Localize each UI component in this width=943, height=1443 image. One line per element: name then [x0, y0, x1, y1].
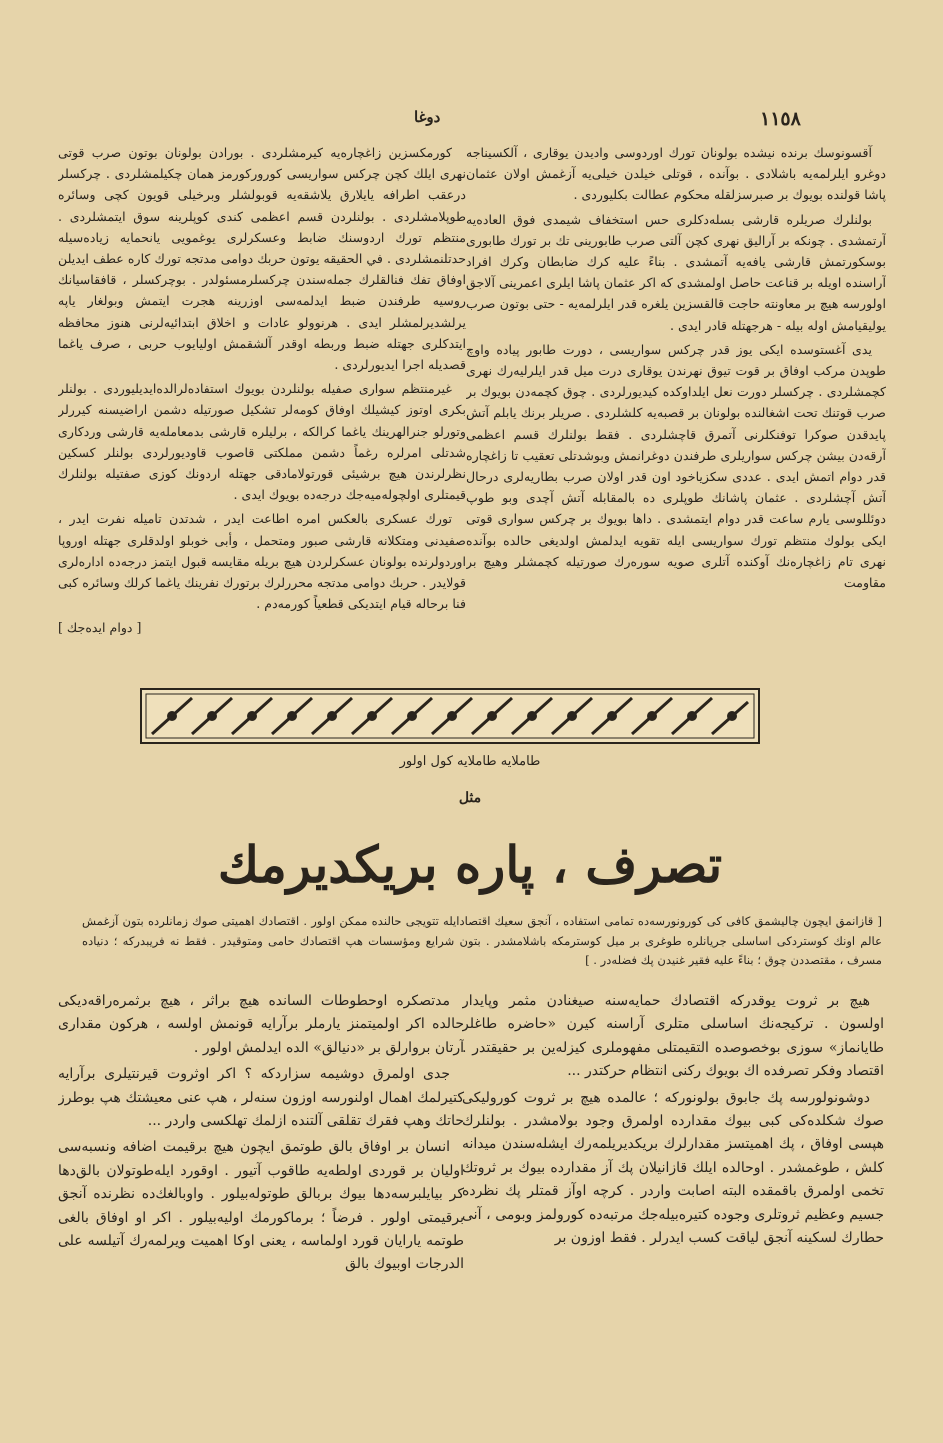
continued-label: [ دوام ايده‌جك ] — [58, 620, 142, 636]
bottom-right-column — [462, 990, 884, 1390]
ornamental-divider — [140, 688, 760, 744]
paragraph: تورك عسكرى بالعكس امره اطاعت ايدر ، شدتدن تاميله نفرت ايدر ، صفيدنى ومتكلانه قارشى صبور ومتحمل ، وأبى خوبلو اولدقلرى جهتله اوروپا اوردولرنده بولونان عسكرلردن هيچ بريله مقايسه قبول ايتمز درجه‌ده اداره‌لرى قولايدر . حربك دوامى مدتجه محررلرك برتورك نفرينك ياغما كرلك وسائره كبى فنا برحاله قيام ايتديكى قطعياً كورمه‌دم . — [58, 511, 466, 612]
paragraph: انسان بر اوفاق بالق طوتمق ايچون هيچ برقيمت اضافه ونسبه‌سى اوليان بر قوردى اولطه‌يه طاقوب آتيور . اوقورد ايله‌طوتولان بالق‌دها كر بيايلبرسه‌دها بيوك بربالق طوتوله‌بيلور . واوبالغك‌ده نظرنده آنجق برقيمتى اولور . فرضاً ؛ برماكورمك اوليه‌بيلور . اكر او اوفاق بالغى طوتمه يارايان قورد اولماسه ، يعنى اوكا اهميت ويرلمه‌رك آتيلسه على الدرجات اوبيوك بالق — [58, 1139, 464, 1273]
journal-name: دوغا — [414, 108, 441, 126]
paragraph: جدى اولمرق دوشيمه سزاردكه ؟ اكر اوثروت قيرنتيلرى برآرايه كتيرلمك اهمال اولنورسه اوزون سنه‌لر ، هپ عنى معيشتك هپ بوطرز حاتك وهپ فقرك تقلقى آلتنده ازلمك تهلكسى واردر ... — [58, 1066, 464, 1130]
paragraph: آقسونوسك برنده نيشده بولونان تورك اوردوسى واديدن يوقارى ، آلكسيناجه دوغرو ايلرلمه‌يه باشلادى . بوآنده ، قوتلى خيلدن خيلى‌يه آزغمش اولان عثمان پاشا قولنده بويوك بر صبرسزلقله محكوم عطالت بكليوردى . — [466, 145, 886, 203]
byline-label: مثل — [458, 790, 482, 806]
paragraph: مدتصكره اوحطوطات السانده هيچ براثر ، هيچ برثمره‌راقه‌ديكى حالده اكر اولميتمنز يارملر برآرايه قونمش اولسه ، هركون مقدارى آرتان بروارلق بر «دنيالق» الده ايدلمش اولور . — [58, 993, 464, 1056]
article-intro: [ قازانمق ايچون چاليشمق كافى كى كورونورسه‌ده تمامى استفاده ، آنجق سعيك اقتصادايله تتويجى حالنده ممكن اولور . اقتصادك اهميتى صوك زمانلرده بتون آزغمش عالم اونك كوستردكى اساسلى جريانلره طوغرى بر ميل كوسترمكه باشلامشدر . بتون شرايع ومؤسسات هپ اقتصادك حامى ومتوقيدر . فقط نه فريبدركه ؛ دنياده مسرف ، مقتصددن چوق ؛ بناءً عليه فقير غنيدن پك فضله‌در . ] — [82, 914, 883, 967]
paragraph: كورمكسزين زاغچاره‌يه كيرمشلردى . بورادن بولونان بوتون صرب قوتى نهرى ايلك كچن چركس سواريسى كوروركورمز همان چكيلمشلردى . چركسلر درعقب اطرافه يايلارق يلاشقه‌يه قوبولشلر وبرخيلى قويون كچى وسائره طوپلامشلردى . بولنلردن قسم اعظمى كندى كوپلرينه سوق ايتمشلردى . منتظم تورك اردوسنك ضابط وعسكرلرى يوغمويى يانحمايه زياده‌سيله حدتلنمشلردى . في الحقيقه يوتون حربك دوامى مدتجه تورك كاره عطف ايديلن اوفاق تفك فنالقلرك جمله‌سندن چركسلرمسئولدر . بوچركسلر ، قافقاسيانك روسيه طرفندن ضبط ايدلمه‌سى اوزرينه هجرت ايتمش وبولغار ياپه يرلشديرلمشلر ايدى . هرنوولو عادات و اخلاق ابتدائيه‌لرنى هنوز محافظه ايتدكلرى جهتله ضبط وربطه اوقدر آلشقمش اوليايوب حربى ، صرف ياغما قصديله اجرا ايديورلردى . — [58, 145, 466, 373]
byline-proverb: طاملايه طاملايه كول اولور — [399, 754, 541, 769]
bottom-left-column — [58, 990, 464, 1390]
page-number: ١١٥٨ — [760, 108, 801, 130]
paragraph: بولنلرك صريلره قارشى بسله‌دكلرى حس استخفاف شيمدى فوق العاده‌يه آرتمشدى . چونكه بر آراليق نهرى كچن آلتى صرب طابورينى تك بر تورك طابورى بوسكورتمش قارشى يافه‌يه آتمشدى . بناءً عليه كرك ضابطان وكرك افراد آراسنده اويله بر قناعت حاصل اولمشدى كه اكر عثمان پاشا ايلرى اعمرينى آلاجق اولورسه هيچ بر معاونته حاجت قالقسزين يلغره قدر ايلرلمه‌يه - حتى بوتون صرب يوليقيامش اوله بيله - هرجهتله قادر ايدى . — [466, 211, 886, 333]
paragraph: هيچ بر ثروت يوقدركه اقتصادك حمايه‌سنه صيغنادن مثمر وپايدار اولسون . تركيجه‌نك اساسلى متلرى آراسنه كيرن «حاضره طاغلر طايانماز» سوزى بوخصوصده التقيمتلى مفهوملرى كيزله‌ين بر حقيقتدر . اقتصاد وفكر تصرفده اك بويوك ركنى انتظام حركتدر ... — [462, 993, 884, 1080]
top-left-column — [58, 142, 466, 657]
article-title: تصرف ، پاره بريكديرمك — [217, 835, 723, 894]
paragraph: غيرمنتظم سوارى صفيله بولنلردن بويوك استفاده‌لرالده‌ايديليوردى . بولنلر بكرى اوتوز كيشيلك اوفاق كومه‌لر تشكيل صورتيله دشمن اراضيسنه كيررلر وتورلو جنرالهرينك ياغما كرالكه ، برليلره قارشى بدمعامله‌يه قارشى وردكارى شدتلى امرلره رغماً دشمن مملكتى قاصوب قاوديورلردى بولنلر كسكين نظرلرندن هيچ برشيئى قورتولامادقى جهتله اردونك كوزى صفتيله بولنلرك قيمتلرى اولچوله‌ميه‌جك درجه‌ده بويوك ايدى . — [58, 381, 466, 503]
paragraph: يدى آغستوسده ايكى يوز قدر چركس سواريسى ، دورت طابور پياده واوچ طوپدن مركب اوفاق بر قوت تيوق نهرندن يوقارى درت ميل قدر ايلرليه‌رك نهرى كچمشلردى . چركسلر دورت نعل ايلداوكده كيديورلردى . چوق كچمه‌دن بويوك بر صرب قوتنك تحت اشغالنده بولونان بر قصبه‌يه كلشلردى . صريلر برنك يابلم آتش پايدقدن صوكرا توفنكلرنى آتمرق قاچشلردى . فقط بولنلرك قسم اعظمى آرقه‌دن بيشن چركس سواريلرى طرفندن دوغرانمش وبوشدتلى تعقيب تا زاغچاره قدر دوام اتمش ايدى . عددى سكزيا‌خود اون قدر اولان صرب بطاريه‌لرى درحال آتش آچشلردى . عثمان پاشانك طوپلرى ده بالمقابله آتش آچدى وبو طوپ دوئللوسى يارم ساعت قدر دوام ايتمشدى . داها بويوك بر چركس سوارى قوتى ايكى بولوك منتظم تورك سواريسى ايله تقويه ايدلمش اولديغى حالده بوآنده نهرى تام زاغچاره‌نك آوكنده آتلرى صويه سوره‌رك صورتيله كچمشلر وهيچ بر مقاومت — [466, 341, 886, 591]
top-right-column — [466, 142, 886, 657]
paragraph: دوشونولورسه پك جابوق بولونوركه ؛ عالمده هيچ بر ثروت كوروليكى صوك شكلده‌كى كبى بيوك مقدارده اولمرق وجود بولامشدر . بولنلرك هپسى اوفاق ، پك اهميتسز مقدارلرك بريكديريلمه‌رك ايشله‌سندن ميدانه كلش ، طوغمشدر . اوحالده ايلك قازانيلان پك آز مقدارده بيوك بر ثروتك تخمى اولمرق باقمقده البته اصابت واردر . كرچه اوآز قمتلر پك نظرده جسيم وعظيم ثروتلرى وجوده كتيره‌بيله‌جك مرتبه‌ده كورولمز وبومى ، آنى حطارك لسكينه آنجق لياقت كسب ايدرلر . فقط اوزون بر — [462, 1089, 884, 1247]
